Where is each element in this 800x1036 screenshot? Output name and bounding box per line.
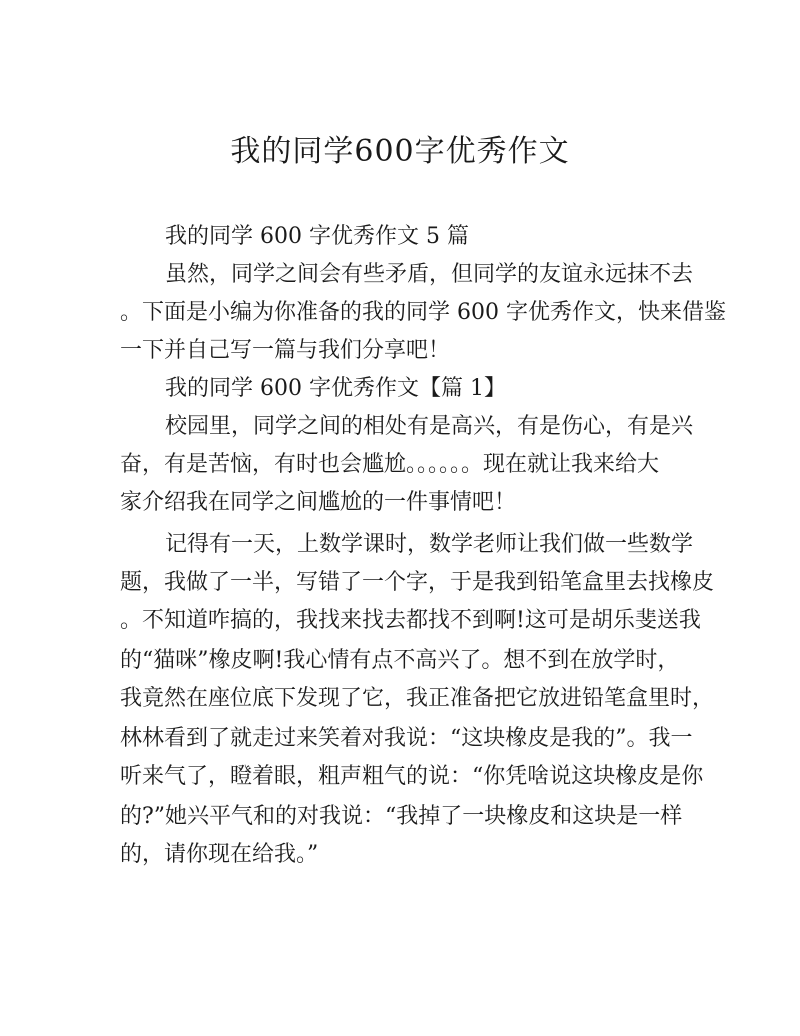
text-line: 虽然，同学之间会有些矛盾，但同学的友谊永远抹不去	[165, 262, 694, 287]
text-line: 林林看到了就走过来笑着对我说：“这块橡皮是我的”。我一	[120, 726, 693, 751]
text-line: 的“猫咪”橡皮啊!我心情有点不高兴了。想不到在放学时，	[120, 648, 680, 673]
text-line: 一下并自己写一篇与我们分享吧！	[120, 338, 451, 363]
text-line: 我的同学 600 字优秀作文 5 篇	[165, 224, 469, 249]
text-line: 的?”她兴平气和的对我说：“我掉了一块橡皮和这块是一样	[120, 804, 683, 829]
text-line: 我的同学 600 字优秀作文【篇 1】	[165, 376, 506, 401]
text-line: 我竟然在座位底下发现了它，我正准备把它放进铅笔盒里时，	[120, 686, 715, 711]
text-line: 的，请你现在给我。”	[120, 842, 319, 867]
text-line: 听来气了，瞪着眼，粗声粗气的说：“你凭啥说这块橡皮是你	[120, 764, 704, 789]
text-line: 。下面是小编为你准备的我的同学 600 字优秀作文，快来借鉴	[120, 300, 726, 325]
text-line: 。不知道咋搞的，我找来找去都找不到啊!这可是胡乐斐送我	[120, 608, 701, 633]
text-line: 校园里，同学之间的相处有是高兴，有是伤心，有是兴	[165, 414, 694, 439]
text-line: 家介绍我在同学之间尴尬的一件事情吧！	[120, 490, 517, 515]
text-line: 奋，有是苦恼，有时也会尴尬。。。。。。现在就让我来给大	[120, 452, 660, 477]
text-line: 记得有一天，上数学课时，数学老师让我们做一些数学	[165, 532, 694, 557]
text-line: 题，我做了一半，写错了一个字，于是我到铅笔盒里去找橡皮	[120, 570, 715, 595]
page-title: 我的同学600字优秀作文	[230, 134, 570, 169]
